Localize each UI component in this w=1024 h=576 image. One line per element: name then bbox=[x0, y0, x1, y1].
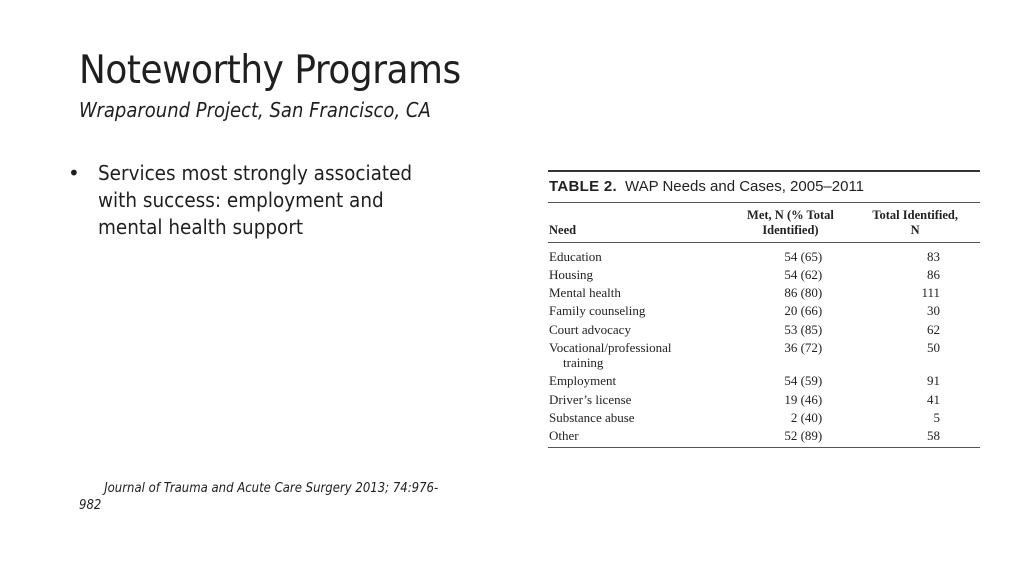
cell-need bbox=[549, 249, 731, 264]
needs-table bbox=[548, 170, 980, 448]
header-total bbox=[850, 208, 980, 238]
table-bottom-rule bbox=[548, 447, 980, 448]
cell-need-continuation: training bbox=[563, 355, 604, 371]
table-header bbox=[548, 203, 980, 242]
cell-met: 86 (80) bbox=[784, 285, 823, 301]
cell-need-text: Employment bbox=[549, 373, 617, 389]
table-caption-text: WAP Needs and Cases, 2005–2011 bbox=[624, 178, 865, 195]
table-row bbox=[548, 338, 980, 371]
cell-met: 2 (40) bbox=[790, 409, 823, 425]
header-met-line1: Met, N (% Total bbox=[747, 208, 834, 222]
header-total-line2: N bbox=[910, 223, 920, 237]
table-row bbox=[548, 302, 980, 320]
citation-line2: 982 bbox=[79, 498, 102, 513]
cell-total: 91 bbox=[927, 373, 940, 389]
cell-need bbox=[549, 267, 731, 282]
cell-need bbox=[549, 285, 731, 300]
cell-need bbox=[549, 340, 731, 370]
table-row bbox=[548, 390, 980, 408]
cell-need-text: Family counseling bbox=[549, 303, 646, 319]
bullet-text: Services most strongly associated with success: employment and mental health support bbox=[98, 161, 413, 239]
table-label: TABLE 2. bbox=[549, 178, 617, 195]
cell-total: 111 bbox=[921, 285, 940, 301]
table-row bbox=[548, 320, 980, 338]
cell-met: 54 (62) bbox=[784, 266, 823, 282]
slide-subtitle: Wraparound Project, San Francisco, CA bbox=[79, 98, 431, 122]
cell-met: 54 (59) bbox=[784, 373, 823, 389]
citation bbox=[79, 480, 439, 514]
cell-need-text: Mental health bbox=[549, 285, 621, 301]
table-row bbox=[548, 408, 980, 426]
cell-met: 54 (65) bbox=[784, 248, 823, 264]
cell-total: 62 bbox=[927, 321, 940, 337]
cell-met: 36 (72) bbox=[784, 340, 823, 356]
cell-need-text: Other bbox=[549, 428, 579, 444]
table-row bbox=[548, 372, 980, 390]
header-met-line2: Identified) bbox=[762, 223, 819, 237]
header-need: Need bbox=[549, 223, 577, 237]
cell-need bbox=[549, 428, 731, 443]
cell-total: 41 bbox=[927, 391, 940, 407]
bullet-item bbox=[68, 160, 448, 241]
cell-need-text: Substance abuse bbox=[549, 409, 635, 425]
cell-need-text: Vocational/professional bbox=[549, 340, 672, 356]
cell-need bbox=[549, 322, 731, 337]
cell-need-text: Court advocacy bbox=[549, 321, 631, 337]
cell-met: 20 (66) bbox=[784, 303, 823, 319]
cell-total: 50 bbox=[927, 340, 940, 356]
cell-met: 19 (46) bbox=[784, 391, 823, 407]
cell-total: 83 bbox=[927, 248, 940, 264]
cell-need bbox=[549, 303, 731, 318]
bullet-list bbox=[68, 160, 448, 241]
cell-need-text: Driver’s license bbox=[549, 391, 632, 407]
table-row bbox=[548, 284, 980, 302]
cell-need bbox=[549, 392, 731, 407]
cell-total: 58 bbox=[927, 428, 940, 444]
header-met bbox=[731, 208, 851, 238]
cell-need-text: Housing bbox=[549, 266, 594, 282]
table-row bbox=[548, 247, 980, 265]
cell-need-text: Education bbox=[549, 248, 602, 264]
table-row bbox=[548, 265, 980, 283]
cell-need bbox=[549, 373, 731, 388]
cell-total: 30 bbox=[927, 303, 940, 319]
cell-met: 53 (85) bbox=[784, 321, 823, 337]
table-row bbox=[548, 427, 980, 445]
header-total-line1: Total Identified, bbox=[872, 208, 958, 222]
bullet-dot-icon: • bbox=[68, 161, 80, 185]
citation-line1: Journal of Trauma and Acute Care Surgery 2013; 74:976- bbox=[104, 481, 439, 496]
cell-need bbox=[549, 410, 731, 425]
table-caption bbox=[548, 172, 980, 202]
cell-met: 52 (89) bbox=[784, 428, 823, 444]
cell-total: 86 bbox=[927, 266, 940, 282]
cell-total: 5 bbox=[933, 409, 940, 425]
slide-title: Noteworthy Programs bbox=[79, 48, 461, 93]
table-body bbox=[548, 243, 980, 447]
